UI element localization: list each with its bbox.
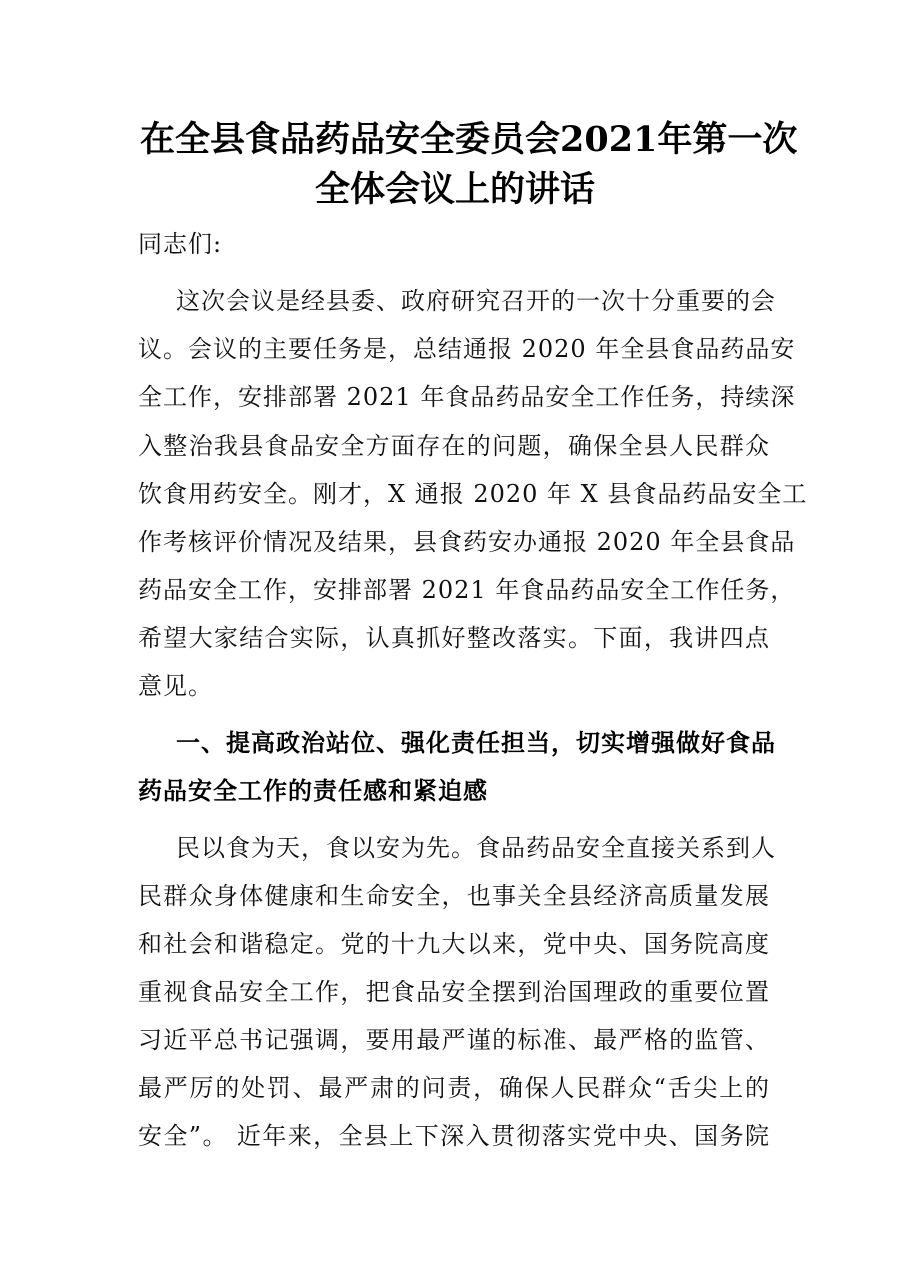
section-heading-1-line: 药品安全工作的责任感和紧迫感 [138, 776, 488, 805]
salutation: 同志们: [138, 230, 223, 258]
paragraph-1-line: 药品安全工作，安排部署 2021 年食品药品安全工作任务， [138, 576, 796, 604]
paragraph-1-line: 希望大家结合实际，认真抓好整改落实。下面，我讲四点 [138, 624, 770, 652]
paragraph-1-line: 全工作，安排部署 2021 年食品药品安全工作任务，持续深 [138, 383, 796, 411]
paragraph-2-line: 重视食品安全工作，把食品安全摆到治国理政的重要位置 [138, 978, 770, 1006]
paragraph-1-line: 议。会议的主要任务是，总结通报 2020 年全县食品药品安 [138, 335, 796, 363]
paragraph-1-line: 入整治我县食品安全方面存在的问题，确保全县人民群众 [138, 432, 770, 460]
paragraph-1-line: 作考核评价情况及结果，县食药安办通报 2020 年全县食品 [138, 528, 796, 556]
paragraph-1-line: 意见。 [138, 672, 213, 700]
paragraph-1-line: 这次会议是经县委、政府研究召开的一次十分重要的会 [176, 287, 776, 315]
document-title-line-1: 在全县食品药品安全委员会2021年第一次 [140, 119, 798, 160]
paragraph-2-line: 最严厉的处罚、最严肃的问责，确保人民群众“舌尖上的 [138, 1074, 770, 1102]
section-heading-1-line: 一、提高政治站位、强化责任担当，切实增强做好食品 [176, 728, 776, 757]
document-title-line-2: 全体会议上的讲话 [314, 169, 595, 210]
paragraph-2-line: 民群众身体健康和生命安全，也事关全县经济高质量发展 [138, 882, 770, 910]
paragraph-2-line: 民以食为天，食以安为先。食品药品安全直接关系到人 [176, 834, 776, 862]
paragraph-2-line: 习近平总书记强调，要用最严谨的标准、最严格的监管、 [138, 1026, 770, 1054]
paragraph-2-line: 安全”。 近年来，全县上下深入贯彻落实党中央、国务院 [138, 1122, 770, 1150]
paragraph-2-line: 和社会和谐稳定。党的十九大以来，党中央、国务院高度 [138, 930, 770, 958]
paragraph-1-line: 饮食用药安全。刚才，X 通报 2020 年 X 县食品药品安全工 [138, 480, 808, 508]
